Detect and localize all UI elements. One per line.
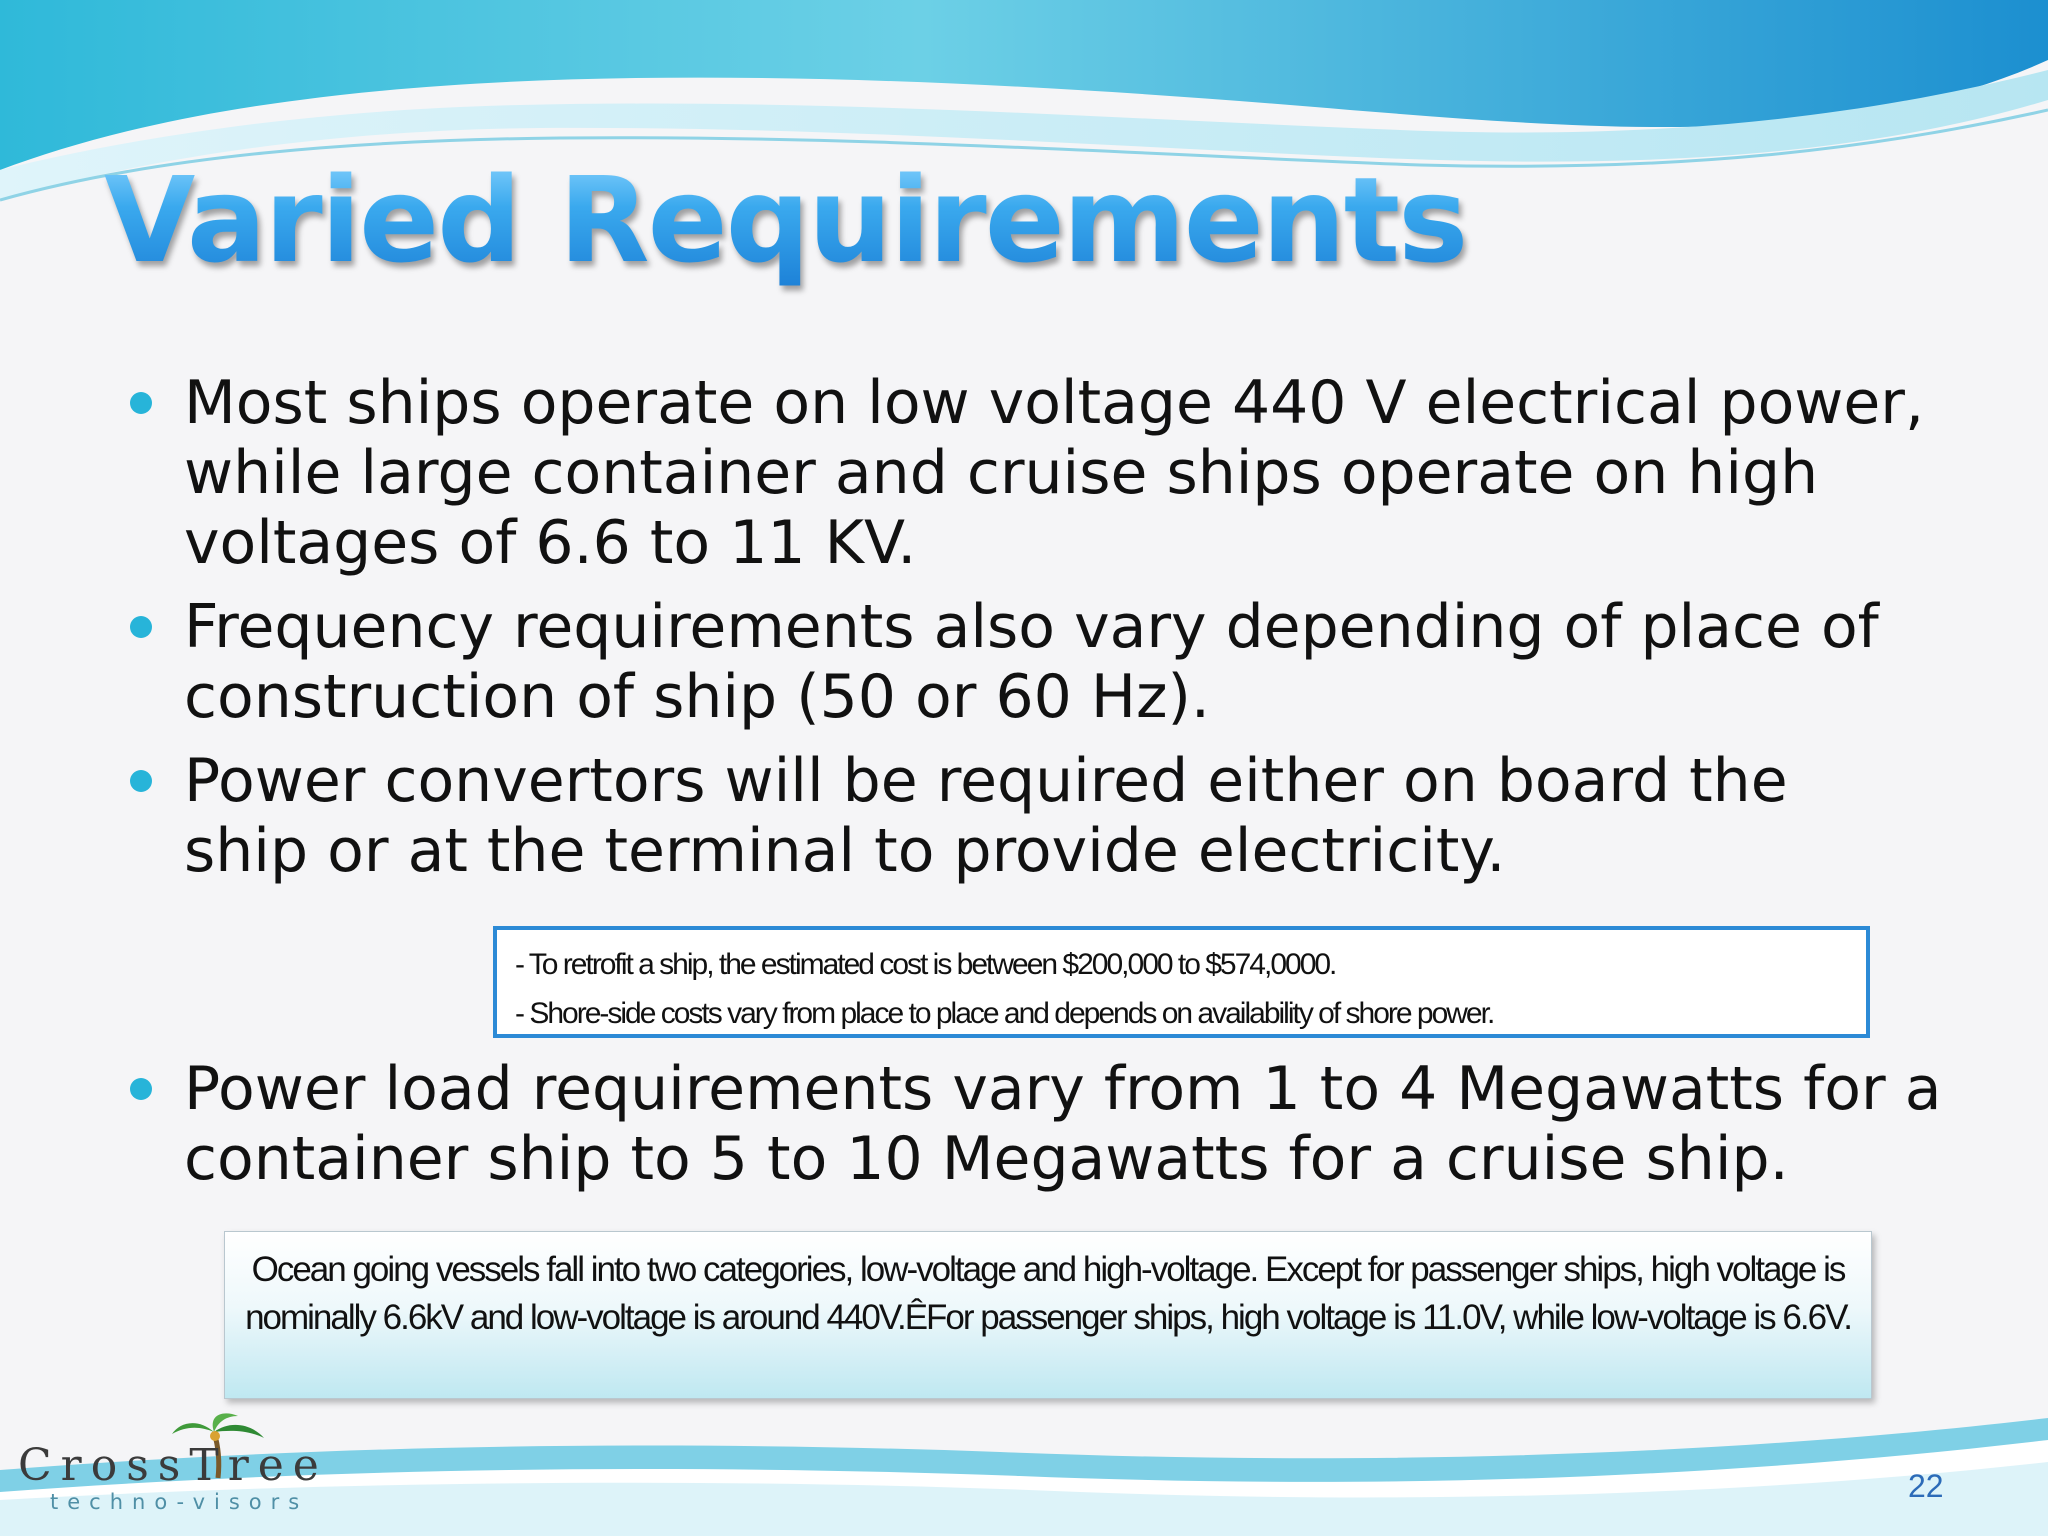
bullet-item — [130, 1054, 2004, 1194]
logo-wordmark: CrossTree — [18, 1440, 328, 1491]
bullet-text: Frequency requirements also vary depending of place of construction of ship (50 or 60 Hz). — [184, 592, 1879, 732]
bullet-item — [130, 592, 1930, 732]
company-logo — [18, 1410, 338, 1520]
bullet-text: Power convertors will be required either on board the ship or at the terminal to provide electricity. — [184, 746, 1788, 886]
cost-line: - Shore-side costs vary from place to place and depends on availability of shore power. — [515, 997, 1494, 1030]
bullet-dot-icon — [130, 770, 152, 792]
bullet-dot-icon — [130, 392, 152, 414]
info-text: Ocean going vessels fall into two categories, low-voltage and high-voltage. Except for passenger ships, high voltage is nominally 6.6kV and low-voltage is around 440V.ÊFor passenger ships, high voltage is 11.0V, while low-voltage is 6.6V. — [245, 1250, 1851, 1337]
bullet-dot-icon — [130, 616, 152, 638]
bullet-text: Power load requirements vary from 1 to 4 Megawatts for a container ship to 5 to 10 Megawatts for a cruise ship. — [184, 1054, 1942, 1194]
info-callout-box — [224, 1231, 1872, 1399]
bullet-list — [130, 368, 1930, 900]
cost-callout-box — [493, 926, 1870, 1038]
logo-tagline: techno-visors — [50, 1490, 309, 1514]
bullet-item — [130, 746, 1930, 886]
bullet-text: Most ships operate on low voltage 440 V electrical power, while large container and cruise ships operate on high voltages of 6.6 to 11 KV. — [184, 368, 1925, 578]
bullet-item — [130, 368, 1930, 578]
bullet-dot-icon — [130, 1078, 152, 1100]
cost-line: - To retrofit a ship, the estimated cost is between $200,000 to $574,0000. — [515, 948, 1336, 981]
page-number: 22 — [1908, 1468, 1944, 1504]
slide-title: Varied Requirements — [104, 150, 1466, 292]
